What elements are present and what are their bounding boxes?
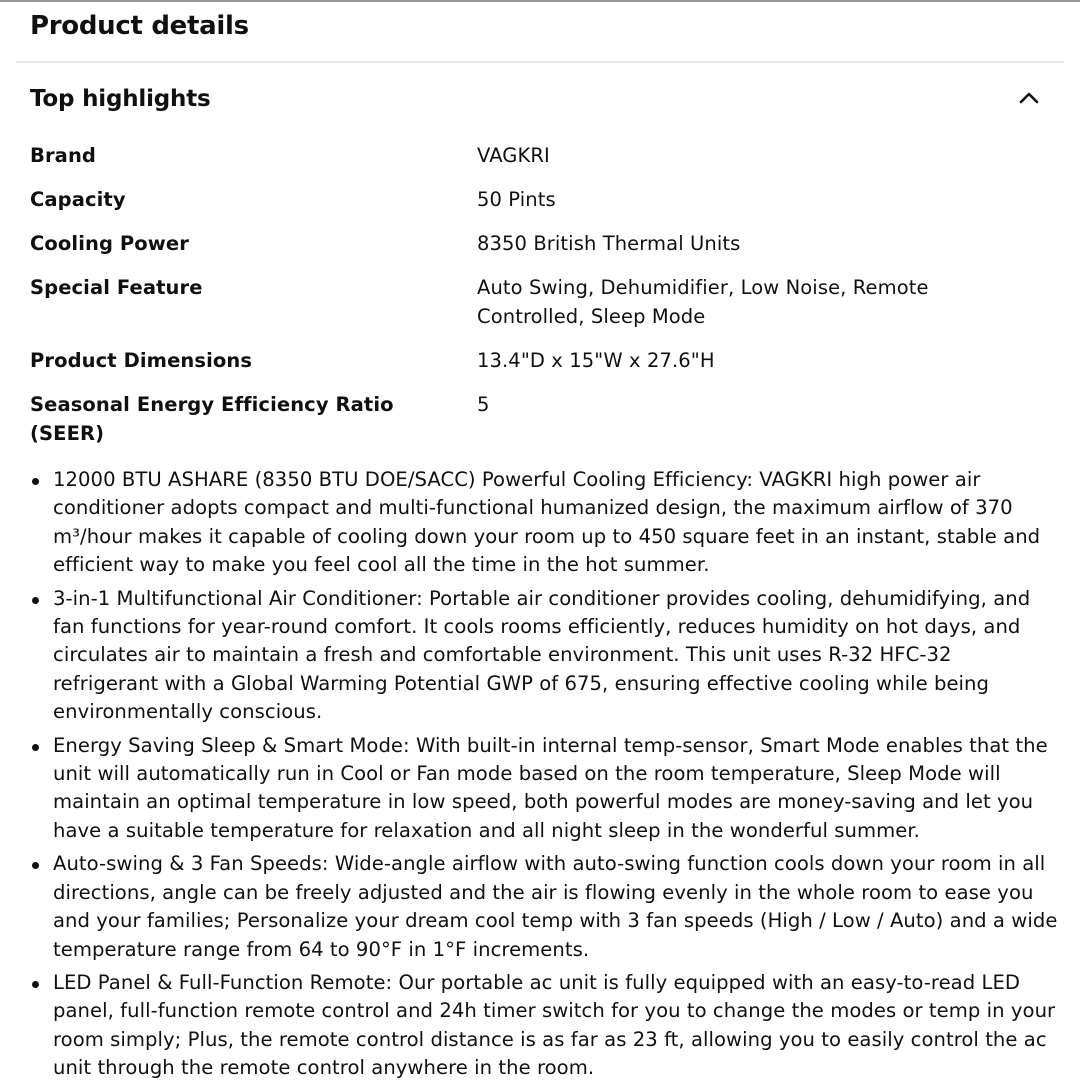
section-divider — [16, 61, 1064, 63]
spec-row-special-feature — [30, 273, 1050, 331]
spec-label: Cooling Power — [30, 232, 189, 255]
spec-label: Seasonal Energy Efficiency Ratio (SEER) — [30, 393, 394, 445]
feature-bullet — [30, 585, 1060, 727]
spec-value: VAGKRI — [477, 144, 550, 167]
feature-bullet-list — [30, 466, 1060, 1088]
feature-bullet-text: 12000 BTU ASHARE (8350 BTU DOE/SACC) Powerful Cooling Efficiency: VAGKRI high power air conditioner adopts compact and multi-functional humanized design, the maximum airflow of 370 m³/hour makes it capable of cooling down your room up to 450 square feet in an instant, stable and efficient way to make you feel cool all the time in the hot summer. — [53, 468, 1041, 577]
feature-bullet — [30, 969, 1060, 1083]
bullet-dot-icon — [32, 478, 39, 485]
spec-table — [30, 141, 1050, 463]
spec-label: Brand — [30, 144, 96, 167]
spec-row-seer — [30, 390, 1050, 448]
bullet-dot-icon — [32, 597, 39, 604]
spec-label: Product Dimensions — [30, 349, 253, 372]
bullet-dot-icon — [32, 862, 39, 869]
spec-label: Special Feature — [30, 276, 203, 299]
page-title: Product details — [30, 11, 249, 41]
spec-value: 5 — [477, 393, 490, 416]
feature-bullet-text: 3-in-1 Multifunctional Air Conditioner: Portable air conditioner provides cooling, dehumidifying, and fan functions for year-round comfort. It cools rooms efficiently, reduces humidity on hot days, and circulates air to maintain a fresh and comfortable environment. This unit uses R-32 HFC-32 refrigerant with a Global Warming Potential GWP of 675, ensuring effective cooling while being environmentally conscious. — [53, 586, 1031, 724]
spec-value: 13.4"D x 15"W x 27.6"H — [477, 349, 715, 372]
feature-bullet-text: Energy Saving Sleep & Smart Mode: With built-in internal temp-sensor, Smart Mode enables that the unit will automatically run in Cool or Fan mode based on the room temperature, Sleep Mode will maintain an optimal temperature in low speed, both powerful modes are money-saving and let you have a suitable temperature for relaxation and all night sleep in the wonderful summer. — [53, 733, 1048, 842]
top-highlights-toggle[interactable] — [0, 80, 1080, 122]
chevron-up-icon[interactable] — [1017, 88, 1041, 106]
spec-row-capacity — [30, 185, 1050, 214]
feature-bullet-text: LED Panel & Full-Function Remote: Our portable ac unit is fully equipped with an easy-to-read LED panel, full-function remote control and 24h timer switch for you to change the modes or temp in your room simply; Plus, the remote control distance is as far as 23 ft, allowing you to easily control the ac unit through the remote control anywhere in the room. — [53, 970, 1056, 1080]
section-title: Top highlights — [30, 86, 211, 112]
spec-row-cooling-power — [30, 229, 1050, 258]
top-border — [0, 0, 1080, 2]
feature-bullet — [30, 850, 1060, 964]
spec-row-brand — [30, 141, 1050, 170]
spec-value: 50 Pints — [477, 188, 556, 211]
spec-value: 8350 British Thermal Units — [477, 232, 741, 255]
feature-bullet — [30, 466, 1060, 580]
spec-value: Auto Swing, Dehumidifier, Low Noise, Remote Controlled, Sleep Mode — [477, 276, 929, 328]
spec-row-product-dimensions — [30, 346, 1050, 375]
bullet-dot-icon — [32, 744, 39, 751]
feature-bullet — [30, 732, 1060, 846]
feature-bullet-text: Auto-swing & 3 Fan Speeds: Wide-angle airflow with auto-swing function cools down your room in all directions, angle can be freely adjusted and the air is flowing evenly in the whole room to ease you and your families; Personalize your dream cool temp with 3 fan speeds (High / Low / Auto) and a wide temperature range from 64 to 90°F in 1°F increments. — [53, 852, 1058, 961]
bullet-dot-icon — [32, 981, 39, 988]
spec-label: Capacity — [30, 188, 126, 211]
